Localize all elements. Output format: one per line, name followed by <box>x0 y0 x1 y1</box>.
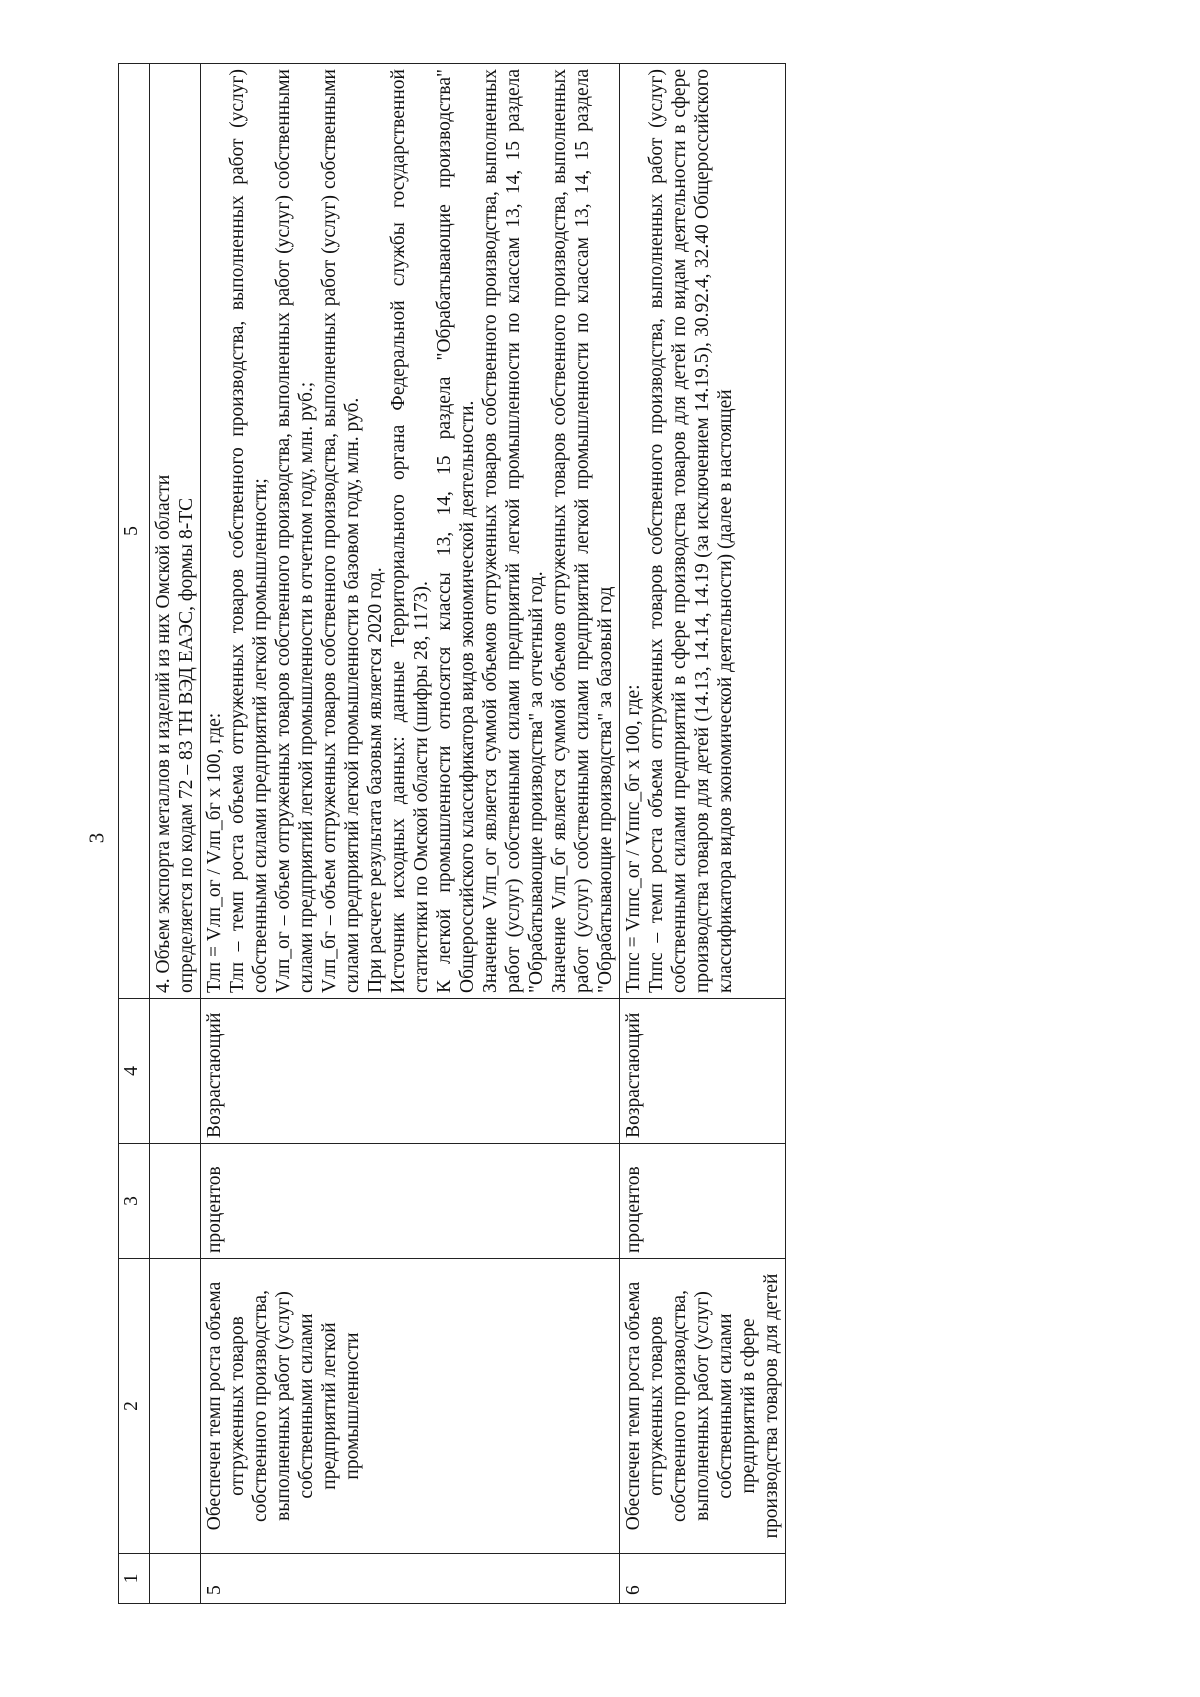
page-number: 3 <box>84 832 108 844</box>
method-line: Тлп = Vлп_ог / Vлп_бг x 100, где: <box>204 712 225 993</box>
continuation-line: 4. Объем экспорта металлов и изделий из них Омской области <box>153 474 174 993</box>
header-cell: 5 <box>119 64 150 999</box>
method-line: Тппс – темп роста объема отгруженных товаров собственного производства, выполненных работ (услуг) собственными силами предприятий в сфере производства товаров для детей по видам деятельности в сфере производства товаров для детей (14.13, 14.14, 14.19 (за исключением 14.19.5), 30.92.4, 32.40 Общероссийского классификатора видов экономической деятельности) (далее в настоящей <box>646 69 736 993</box>
direction: Возрастающий <box>620 999 786 1144</box>
indicators-table <box>118 63 786 1604</box>
header-cell: 2 <box>119 1259 150 1554</box>
method-line: Vлп_бг – объем отгруженных товаров собственного производства, выполненных работ (услуг) собственными силами предприятий легкой промышленности в базовом году, млн. руб. <box>319 69 363 993</box>
method-line: Тппс = Vппс_ог / Vппс_бг x 100, где: <box>623 684 644 993</box>
rotated-page-content <box>118 64 1088 1604</box>
indicator-name: Обеспечен темп роста объема отгруженных товаров собственного производства, выполненных работ (услуг) собственными силами предприятий в сфере производства товаров для детей <box>620 1259 786 1554</box>
unit-of-measure: процентов <box>620 1144 786 1259</box>
method-line: Значение Vлп_ог является суммой объемов отгруженных товаров собственного производства, выполненных работ (услуг) собственными силами предприятий легкой промышленности по классам 13, 14, 15 раздела "Обрабатывающие производства" за отчетный год. <box>480 69 547 993</box>
method-line: При расчете результата базовым является 2020 год. <box>365 567 386 993</box>
table-row-6 <box>620 64 786 1604</box>
header-cell: 3 <box>119 1144 150 1259</box>
header-cell: 4 <box>119 999 150 1144</box>
calculation-method <box>201 64 620 999</box>
calculation-method <box>620 64 786 999</box>
continuation-line: определяется по кодам 72 – 83 ТН ВЭД ЕАЭС, формы 8-ТС <box>176 497 197 993</box>
method-line: Значение Vлп_бг является суммой объемов отгруженных товаров собственного производства, выполненных работ (услуг) собственными силами предприятий легкой промышленности по классам 13, 14, 15 раздела "Обрабатывающие производства" за базовый год <box>549 69 616 993</box>
method-line: Vлп_ог – объем отгруженных товаров собственного производства, выполненных работ (услуг) собственными силами предприятий легкой промышленности в отчетном году, млн. руб.; <box>273 69 317 993</box>
method-line: Источник исходных данных: данные Территориального органа Федеральной службы государственной статистики по Омской области (шифры 28, 1173). <box>388 69 432 993</box>
row-number: 6 <box>620 1554 786 1604</box>
method-line: К легкой промышленности относятся классы 13, 14, 15 раздела "Обрабатывающие производства" Общероссийского классификатора видов экономической деятельности. <box>434 69 478 993</box>
table-row-5 <box>201 64 620 1604</box>
unit-of-measure: процентов <box>201 1144 620 1259</box>
header-cell: 1 <box>119 1554 150 1604</box>
table-header-row <box>119 64 150 1604</box>
continuation-cell <box>150 64 201 999</box>
row-number: 5 <box>201 1554 620 1604</box>
method-line: Тлп – темп роста объема отгруженных товаров собственного производства, выполненных работ (услуг) собственными силами предприятий легкой промышленности; <box>227 69 271 993</box>
direction: Возрастающий <box>201 999 620 1144</box>
table-row-continuation <box>150 64 201 1604</box>
indicator-name: Обеспечен темп роста объема отгруженных товаров собственного производства, выполненных работ (услуг) собственными силами предприятий легкой промышленности <box>201 1259 620 1554</box>
